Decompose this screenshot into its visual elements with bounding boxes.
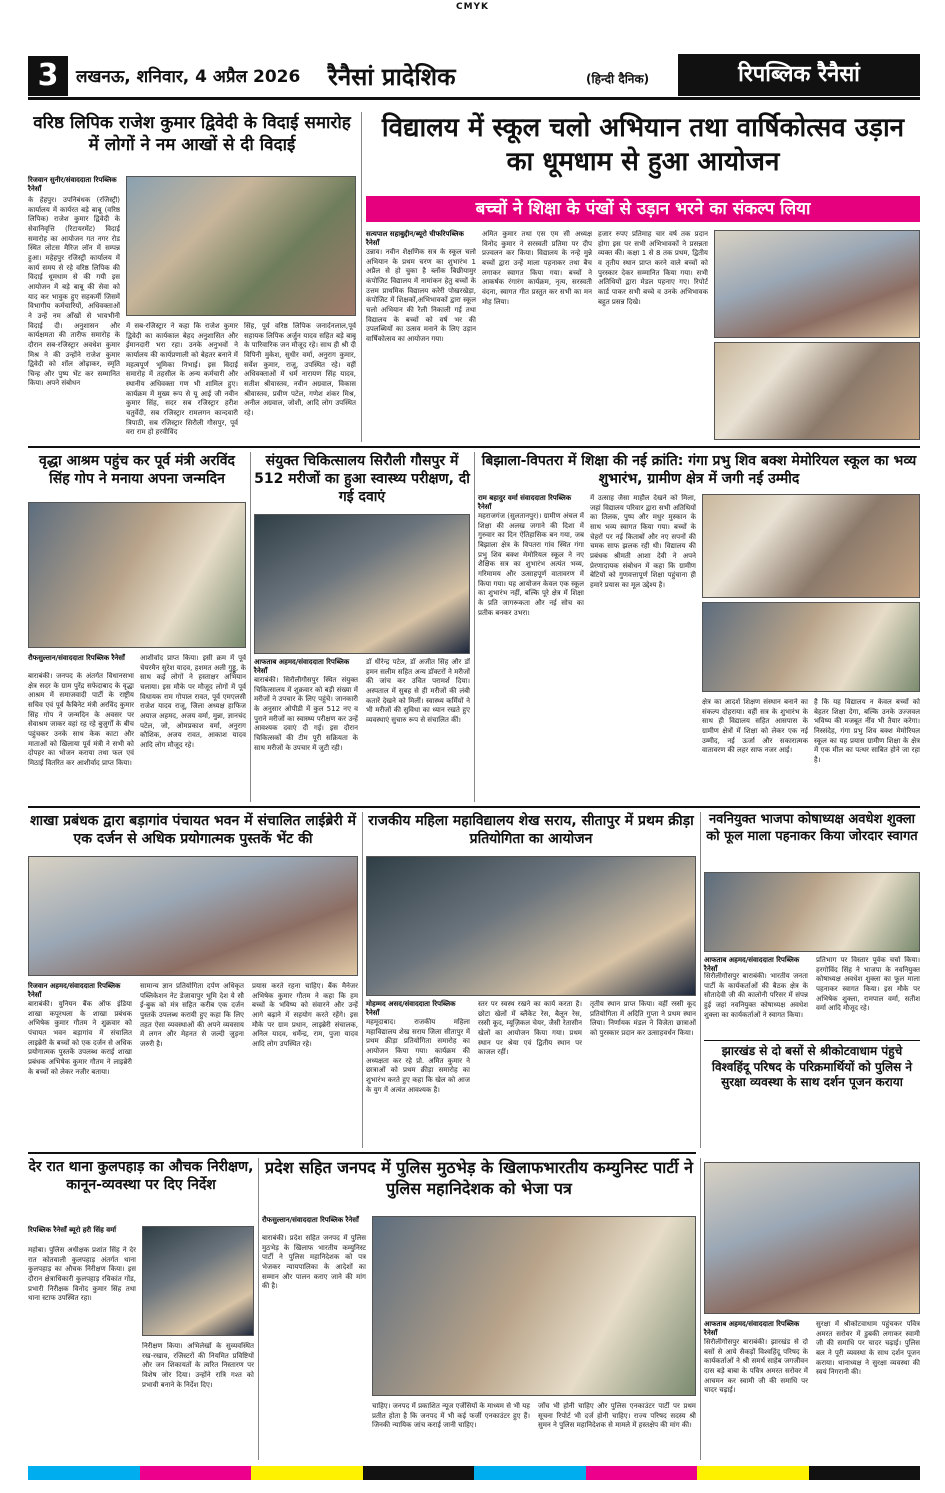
article-ashram <box>28 452 246 802</box>
article-hospital <box>254 452 470 802</box>
body-farewell-3: सिंह, पूर्व वरिष्ठ लिपिक जनार्दनलाल,पूर्व सहायक लिपिक अर्जुन यादव सहित बड़े बाबू के पारिवारिक जन मौजूद रहे। साथ ही श्री दी विपिनी मुकेश, सुधीर वर्मा, अनुराग कुमार, सर्वेश कुमार, राजू, उपस्थित रहे। वहीं अधिवक्ताओं में धर्म नारायण सिंह यादव, सतीश श्रीवास्तव, नवीन अग्रवाल, विकास श्रीवास्तव, प्रवीण पटेल, गणेश शंकर मिश्र, अनील अग्रवाल, जोशी, आदि लोग उपस्थित रहे। <box>244 322 356 417</box>
body-bjp-2: प्रतिभाग पर विस्तार पूर्वक चर्चा किया। हरगोविंद सिंह ने भाजपा के नवनियुक्त कोषाध्यक्ष अवधेश शुक्ला का फूल माला पहनाकर स्वागत किया। इस मौके पर अभिषेक शुक्ला, रामपाल वर्मा, सतीश वर्मा आदि मौजूद रहे। <box>816 956 920 1013</box>
row-divider <box>28 1152 696 1154</box>
article-bjp <box>704 812 920 1036</box>
photo-hospital-opd <box>254 514 470 654</box>
byline-hospital: आफताब अहमद/संवाददाता रिपब्लिक रैनेसाँ <box>254 658 350 676</box>
body-school-1: उन्नाव। नवीन शैक्षणिक सत्र के स्कूल चलो अभियान के प्रथम चरण का शुभारंभ 1 अप्रैल से हो चुका है ब्लॉक बिछीयामुर कंपोजिट विद्यालय में नामांकन हेतु बच्चों के उत्तम प्राथमिक विद्यालय करेरी पोखरखेड़ा, कंपोजिट में शिक्षकों,अभिभावकों द्वारा स्कूल चलो अभियान की रैली निकाली गई तथा विद्यालय के बच्चों को वर्ष भर की उपलब्धियों का उत्सव मनाने के लिए उड़ान वार्षिकोत्सव का आयोजन गया। <box>366 248 476 343</box>
body-hospital-2: डॉ धीरेन्द्र पटेल, डॉ अजीत सिंह और डॉ हमन सलीम सहित अन्य डॉक्टरों ने मरीजों की जांच कर उचित परामर्श दिया। अस्पताल में सुबह से ही मरीजों की लंबी कतारें देखने को मिलीं। स्वास्थ्य कर्मियों ने भी मरीजों की सुविधा का ध्यान रखते हुए व्यवस्थाएं सुचारु रूप से संचालित कीं। <box>366 658 470 724</box>
body-vipathra-1: महराजगंज (सुलतानपुर)। ग्रामीण अंचल में शिक्षा की अलख जगाने की दिशा में गुरुवार का दिन ऐतिहासिक बन गया, जब बिझाला क्षेत्र के विपतरा गांव स्थित गंगा प्रभु शिव बक्श मेमोरियल स्कूल ने नए शैक्षिक सत्र का शुभारंभ अत्यंत भव्य, गरिमामय और उत्साहपूर्ण वातावरण में किया गया। यह आयोजन केवल एक स्कूल का शुभारंभ नहीं, बल्कि पूरे क्षेत्र में शिक्षा के प्रति जागरूकता और नई सोच का प्रतीक बनकर उभरा। <box>478 512 584 617</box>
body-encounter-3: जाँच भी होनी चाहिए और पुलिस एनकाउंटर पार्टी पर प्रथम सूचना रिपोर्ट भी दर्ज होनी चाहिए। राज्य परिषद सदस्य श्री सुमन ने पुलिस महानिदेशक से मामले में हस्तक्षेप की मांग की। <box>538 1402 696 1430</box>
column-divider <box>362 812 363 1148</box>
row-divider <box>28 446 920 448</box>
article-farewell <box>28 112 356 442</box>
photo-school-event-2 <box>714 342 920 440</box>
byline-library: रिजवान अहमद/संवाददाता रिपब्लिक रैनेसाँ <box>28 982 121 1000</box>
body-sports-1: महमूदाबाद। राजकीय महिला महाविद्यालय शेख सराय जिला सीतापुर में प्रथम क्रीड़ा प्रतियोगिता समारोह का आयोजन किया गया। कार्यक्रम की अध्यक्षता कर रहे प्रो. अमित कुमार ने छात्राओं को प्रथम क्रीड़ा समारोह का शुभारंभ करते हुए कहा कि खेल को आज के युग में अत्यंत आवश्यक है। <box>366 1018 470 1094</box>
body-sports-2: स्तर पर स्वस्थ रखने का कार्य करता है। छोटा खेलों में ब्लैंकेट रेस, बैलून रेस, रस्सी कूद, म्यूज़िकल चेयर, जैसी रेतासीन खेलों का आयोजन किया गया। प्रथम स्थान पर श्रेया एवं द्वितीय स्थान पर काजल रहीं। <box>478 1000 582 1057</box>
cmyk-registration-mark: CMYK <box>455 2 490 12</box>
body-encounter-2: चाहिए। जनपद में प्रकाशित न्यूज एजेंसियों के माध्यम से भी यह प्रतीत होता है कि जनपद में भी कई फर्जी एनकाउंटर हुए हैं। जिनकी न्यायिक जांच कराई जानी चाहिए। <box>372 1402 530 1430</box>
headline-ashram: वृद्धा आश्रम पहुंच कर पूर्व मंत्री अरविंद सिंह गोप ने मनाया अपना जन्मदिन <box>39 453 235 488</box>
photo-jharkhand-buses <box>704 1162 920 1314</box>
body-hospital-1: बाराबंकी। सिरौलीगौसपुर स्थित संयुक्त चिकित्सालय में शुक्रवार को बड़ी संख्या में मरीजों ने उपचार के लिए पहुंचे। जानकारी के अनुसार ओपीडी में कुल 512 नए व पुराने मरीजों का स्वास्थ्य परीक्षण कर उन्हें आवश्यक दवाएं दी गई। इस दौरान चिकित्सकों की टीम पूरी सक्रियता के साथ मरीजों के उपचार में जुटी रही। <box>254 676 358 752</box>
byline-school: सत्यपाल सहाबुद्दीन/ब्यूरो चीफरिपब्लिक रैनेसाँ <box>366 230 464 248</box>
article-inspection <box>28 1158 254 1460</box>
body-library-3: प्रयास करते रहना चाहिए। बैंक मैनेजर अभिषेक कुमार गौतम ने कहा कि हम बच्चों के भविष्य को संवारने और उन्हें आगे बढ़ाने में सहयोग करते रहेंगे। इस मौके पर ग्राम प्रधान, लाइब्रेरी संचालक, अनिल यादव, धर्मेन्द्र, राम, पुजा यादव आदि लोग उपस्थित रहे। <box>252 982 358 1048</box>
body-jharkhand-1: सिरौलीगौसपुर बाराबंकी। झारखंड से दो बसों से आये सैकड़ों विश्वहिंदू परिषद के कार्यकर्ताओं ने श्री समर्थ साहेब जगजीवन दास बड़े बाबा के पवित्र अमरत सरोवर में आचमन कर स्वामी जी की समाधि पर चादर चढ़ाई। <box>704 1338 808 1395</box>
body-vipathra-2: में उत्साह जैसा माहौल देखने को मिला, जहां विद्यालय परिवार द्वारा सभी अतिथियों का तिलक, पुष्प और मधुर मुस्कान के साथ भव्य स्वागत किया गया। बच्चों के चेहरों पर नई किताबों और नए सपनों की चमक साफ झलक रही थी। विद्यालय की प्रबंधक श्रीमती आशा देवी ने अपने प्रेरणादायक संबोधन में कहा कि ग्रामीण बेटियों को गुणवत्तापूर्ण शिक्षा पहुंचाना ही हमारे प्रयास का मूल उद्देश्य है। <box>590 494 696 589</box>
body-bjp-1: सिरौलीगौसपुर बाराबंकी। भारतीय जनता पार्टी के कार्यकर्ताओं की बैठक क्षेत्र के सौतादेवी जी की कालोनी परिसर में संपन्न हुई जहां नवनियुक्त कोषाध्यक्ष अवधेश शुक्ला का कार्यकर्ताओं ने स्वागत किया। <box>704 972 808 1019</box>
byline-farewell: रिजवान सुनीर/संवाददाता रिपब्लिक रैनेसाँ <box>28 176 117 194</box>
body-sports-3: तृतीय स्थान प्राप्त किया। वहीं रस्सी कूद प्रतियोगिता में अदिति गुप्ता ने प्रथम स्थान लिया। निर्णायक मंडल ने विजेता छात्राओं को पुरस्कार प्रदान कर उत्साहवर्धन किया। <box>590 1000 696 1037</box>
byline-inspection: रिपब्लिक रैनेसाँ ब्यूरो हरी सिंह वर्मा <box>28 1226 117 1234</box>
column-divider <box>250 452 251 802</box>
body-school-3: हजार रुपए प्रतिमाह चार वर्ष तक प्रदान होगा इस पर सभी अभिभावकों ने प्रसन्नता व्यक्त की। कक्षा 1 से 8 तक प्रथम, द्वितीय व तृतीय स्थान प्राप्त करने वाले बच्चों को पुरस्कार देकर सम्मानित किया गया। सभी अतिथियों द्वारा मेडल पहनाए गए। रिपोर्ट कार्ड पाकर सभी बच्चे व उनके अभिभावक बहुत प्रसन्न दिखे। <box>598 230 708 306</box>
article-sports <box>366 812 696 1148</box>
body-vipathra-4: है कि यह विद्यालय न केवल बच्चों को बेहतर शिक्षा देगा, बल्कि उनके उज्जवल भविष्य की मजबूत नींव भी तैयार करेगा। निस्संदेह, गंगा प्रभु शिव बक्श मेमोरियल स्कूल का यह प्रयास ग्रामीण शिक्षा के क्षेत्र में एक मील का पत्थर साबित होने जा रहा है। <box>814 698 920 764</box>
body-inspection-1: महोबा। पुलिस अधीक्षक प्रशांत सिंह ने देर रात कोतवाली कुलपहाड़ अंतर्गत थाना कुलपहाड़ का औचक निरीक्षण किया। इस दौरान क्षेत्राधिकारी कुलपहाड़ रविकांत गोंड, प्रभारी निरीक्षक विनोद कुमार सिंह तथा थाना स्टाफ उपस्थित रहा। <box>28 1246 136 1303</box>
byline-encounter: रौफसुल्तान/संवाददाता रिपब्लिक रैनेसाँ <box>262 1216 359 1224</box>
body-ashram-1: बाराबंकी। जनपद के अंतर्गत विधानसभा क्षेत्र सदर के ग्राम पुरेंद्र सफेदाबाद के वृद्धा आश्रम में समाजवादी पार्टी के राष्ट्रीय सचिव एवं पूर्व कैबिनेट मंत्री अरविंद कुमार सिंह गोप ने जन्मदिन के अवसर पर सेवाश्रम जाकर वहां रह रहे बुजुर्गों के बीच पहुंचकर उनके साथ केक काटा और माताओं को खिलाया पूर्व मंत्री ने सभी को दोपहर का भोजन कराया तथा फल एवं मिठाई वितरित कर आशीर्वाद प्राप्त किया। <box>28 672 134 767</box>
body-library-2: सामान्य ज्ञान प्रतियोगिता दर्पण अधिकृत पब्लिकेशन नेट डेजावापुर भूमि देश ये सौ ई-बुक को मंत्र सहित करीब एक दर्जन पुस्तकें उपलब्ध करायी हुए कहा कि लिए तहत ऐसा व्यवस्थाओं की अपने व्यवसाय में लगन और मेहनत से जल्दी जुड़ना जरुरी है। <box>140 982 244 1048</box>
subheadline-school: बच्चों ने शिक्षा के पंखों से उड़ान भरने का संकल्प लिया <box>366 196 920 222</box>
photo-school-inauguration <box>702 602 920 692</box>
headline-library: शाखा प्रबंधक द्वारा बड़ागांव पंचायत भवन में संचालित लाईब्रेरी में एक दर्जन से अधिक प्रयोगात्मक पुस्तकें भेंट की <box>30 813 356 848</box>
article-jharkhand <box>704 1044 920 1460</box>
byline-ashram: रौफसुल्तान/संवाददाता रिपब्लिक रैनेसाँ <box>28 654 125 662</box>
body-library-1: बाराबंकी। युनियन बैंक ऑफ इंडिया शाखा कपूरथला के शाखा प्रबंधक अभिषेक कुमार गौतम ने शुक्रवार को पंचायत भवन बड़ागांव में संचालित लाइब्रेरी के बच्चों को एक दर्जन से अधिक प्रयोगात्मक पुस्तकें उपलब्ध कराई शाखा प्रबंधक अभिषेक कुमार गौतम ने लाइब्रेरी के बच्चों को लेकर नजीर बताया। <box>28 1000 132 1076</box>
column-divider <box>361 112 362 442</box>
headline-sports: राजकीय महिला महाविद्यालय शेख सराय, सीतापुर में प्रथम क्रीड़ा प्रतियोगिता का आयोजन <box>368 813 694 848</box>
body-vipathra-3: क्षेत्र का आदर्श शिक्षण संस्थान बनाने का संकल्प दोहराया। वहीं सत्र के शुभारंभ के साथ ही विद्यालय सहित आसपास के ग्रामीण क्षेत्रों में शिक्षा को लेकर एक नई उम्मीद, नई ऊर्जा और सकारात्मक वातावरण की लहर साफ नजर आई। <box>702 698 808 755</box>
headline-bjp: नवनियुक्त भाजपा कोषाध्यक्ष अवधेश शुक्ला को फूल माला पहनाकर किया जोरदार स्वागत <box>706 812 918 844</box>
headline-encounter: प्रदेश सहित जनपद में पुलिस मुठभेड़ के खिलाफभारतीय कम्युनिस्ट पार्टी ने पुलिस महानिदेशक को भेजा पत्र <box>265 1158 693 1198</box>
photo-police-station <box>142 1226 254 1336</box>
headline-farewell: वरिष्ठ लिपिक राजेश कुमार द्विवेदी के विदाई समारोह में लोगों ने नम आखों से दी विदाई <box>33 113 351 156</box>
photo-library-books <box>28 856 358 976</box>
column-divider <box>474 452 475 802</box>
photo-school-event-1 <box>714 230 920 338</box>
edition-tag: (हिन्दी दैनिक) <box>586 72 650 86</box>
newspaper-brand: रिपब्लिक रैनैसां <box>678 54 920 96</box>
row-divider <box>28 806 920 808</box>
photo-school-children <box>702 494 920 598</box>
headline-hospital: संयुक्त चिकित्सालय सिरौली गौसपुर में 512 मरीजों का हुआ स्वास्थ्य परीक्षण, दी गई दवाएं <box>254 453 470 506</box>
byline-bjp: आफताब अहमद/संवाददाता रिपब्लिक रैनेसाँ <box>704 956 800 974</box>
page-number: 3 <box>28 56 68 96</box>
photo-cpi-members <box>372 1216 696 1396</box>
body-school-2: अमित कुमार तथा एस एम सी अध्यक्ष विनोद कुमार ने सरस्वती प्रतिमा पर दीप प्रज्वलन कर किया। विद्यालय के नन्हे मुन्ने बच्चों द्वारा उन्हें माला पहनाकर तथा बैच लगाकर स्वागत किया गया। बच्चों ने आकर्षक रंगारंग कार्यक्रम, नृत्य, सरस्वती वंदना, स्वागत गीत प्रस्तुत कर सभी का मन मोह लिया। <box>482 230 592 306</box>
body-inspection-2: निरीक्षण किया। अभिलेखों के सुव्यवस्थित रख-रखाव, रजिस्टरों की नियमित प्रविष्टियों और जन शिकायतों के त्वरित निस्तारण पर विशेष जोर दिया। उन्होंने रात्रि गश्त को प्रभावी बनाने के निर्देश दिए। <box>142 1342 254 1389</box>
byline-jharkhand: आफताब अहमद/संवाददाता रिपब्लिक रैनेसाँ <box>704 1320 800 1338</box>
body-jharkhand-2: सुरक्षा में श्रीकोटवाधाम पहुंचकर पवित्र अमरत सरोवर में डुबकी लगाकर स्वामी जी की समाधि पर चादर चढ़ाई। पुलिस बल ने पूरी व्यवस्था के साथ दर्शन पूजन कराया। थानाध्यक्ष ने सुरक्षा व्यवस्था की स्वयं निगरानी की। <box>816 1320 920 1377</box>
print-color-bar <box>28 1466 920 1480</box>
column-divider <box>700 1158 701 1460</box>
photo-bjp-welcome <box>704 872 920 952</box>
body-encounter-1: बाराबंकी। प्रदेश सहित जनपद में पुलिस मुठभेड़ के खिलाफ भारतीय कम्युनिस्ट पार्टी ने पुलिस महानिदेशक को पत्र भेजकर न्यायपालिका के आदेशों का सम्मान और पालन कराए जाने की मांग की है। <box>262 1234 366 1291</box>
column-divider <box>258 1158 259 1460</box>
headline-jharkhand: झारखंड से दो बसों से श्रीकोटवाधाम पंहुचे विश्वहिंदू परिषद के परिक्रमार्थियों को पुलिस ने सुरक्षा व्यवस्था के साथ दर्शन पूजन कराया <box>711 1044 913 1090</box>
section-title: रैनैसां प्रादेशिक <box>328 63 456 91</box>
article-library <box>28 812 358 1148</box>
photo-farewell-ceremony <box>126 176 356 316</box>
byline-vipathra: राम बहादुर वर्मा संवाददाता रिपब्लिक रैनेसाँ <box>478 494 572 512</box>
article-school <box>366 112 920 442</box>
row-divider <box>704 1040 920 1041</box>
body-farewell-2: में सब-रजिस्ट्रार ने कहा कि राजेश कुमार द्विवेदी का कार्यकाल बेहद अनुशासित और ईमानदारी भरा रहा। उनके अनुभवों ने कार्यालय की कार्यप्रणाली को बेहतर बनाने में महत्वपूर्ण भूमिका निभाई। इस विदाई समारोह में तहसील के अन्य कर्मचारी और स्थानीय अधिवक्ता गण भी शामिल हुए। कार्यक्रम में मुख्य रूप से यू आई जी नवीन कुमार सिंह, सदर सब रजिस्ट्रार हरीश चतुर्वेदी, सब रजिस्ट्रार रामलगन कान्दवारी त्रिपाठी, सब रजिस्ट्रार सिरौली गौसपुर, पूर्व वरा राम हो हरवीविंद <box>126 322 238 437</box>
headline-inspection: देर रात थाना कुलपहाड़ का औचक निरीक्षण, कानून-व्यवस्था पर दिए निर्देश <box>28 1159 254 1194</box>
photo-ashram-birthday <box>28 502 246 648</box>
article-encounter <box>262 1158 696 1460</box>
photo-sports-girls <box>366 856 696 996</box>
headline-school: विद्यालय में स्कूल चलो अभियान तथा वार्षिकोत्सव उड़ान का धूमधाम से हुआ आयोजन <box>381 113 905 177</box>
body-farewell-1: के हेहपुर। उपनिबंधक (रजिस्ट्री) कार्यालय में कार्यरत बड़े बाबू (वरिष्ठ लिपिक) राजेश कुमार द्विवेदी के सेवानिवृत्ति (रिटायरमेंट) विदाई समारोह का आयोजन गत नगर रोड स्थित लोटस मैरिज लॉन में सम्पन्न हुआ। महेहपुर रजिस्ट्री कार्यालय में कार्य समय से रहे वरिष्ठ लिपिक की विदाई धूमधाम से की गयी इस आयोजन में बड़े बाबू की सेवा को याद कर भावुक हुए सहकर्मी जिसमें विभागीय कर्मचारियों, अधिवक्ताओं ने उन्हें नम आँखों से भावभीनी विदाई दी। अनुशासन और कार्यक्षमता की तारीफ समारोह के दौरान सब-रजिस्ट्रार अवधेश कुमार मिश्र ने की उन्होंने राजेश कुमार द्विवेदी को शॉल ओढ़ाकर, स्मृति चिन्ह और पुष्प भेंट कर सम्मानित किया। अपने संबोधन <box>28 196 120 388</box>
byline-sports: मोहम्मद असद/संवाददाता रिपब्लिक रैनेसाँ <box>366 1000 456 1018</box>
masthead <box>28 56 920 100</box>
date-line: लखनऊ, शनिवार, 4 अप्रैल 2026 <box>76 67 301 87</box>
body-ashram-2: आशीर्वाद प्राप्त किया। इसी क्रम में पूर्व चेयरमैन सुरेश यादव, हशमत अली गुड्डू, के साथ कई लोगों ने हस्ताक्षर अभियान चलाया। इस मौके पर मौजूद लोगों में पूर्व विधायक राम गोपाल रावत, पूर्व एमएलसी राजेश यादव राजू, जिला अध्यक्ष हाफिज अयाज अहमद, अजय वर्मा, मुन्ना, ज्ञानचंद पटेल, जो, ओमप्रकाश वर्मा, अनुराग कौशिक, अजय रावत, आकाश यादव आदि लोग मौजूद रहे। <box>140 654 246 749</box>
column-divider <box>700 812 701 1148</box>
headline-vipathra: बिझाला-विपतरा में शिक्षा की नई क्रांति: गंगा प्रभु शिव बक्श मेमोरियल स्कूल का भव्य शुभारंभ, ग्रामीण क्षेत्र में जगी नई उम्मीद <box>481 453 917 488</box>
article-vipathra <box>478 452 920 802</box>
